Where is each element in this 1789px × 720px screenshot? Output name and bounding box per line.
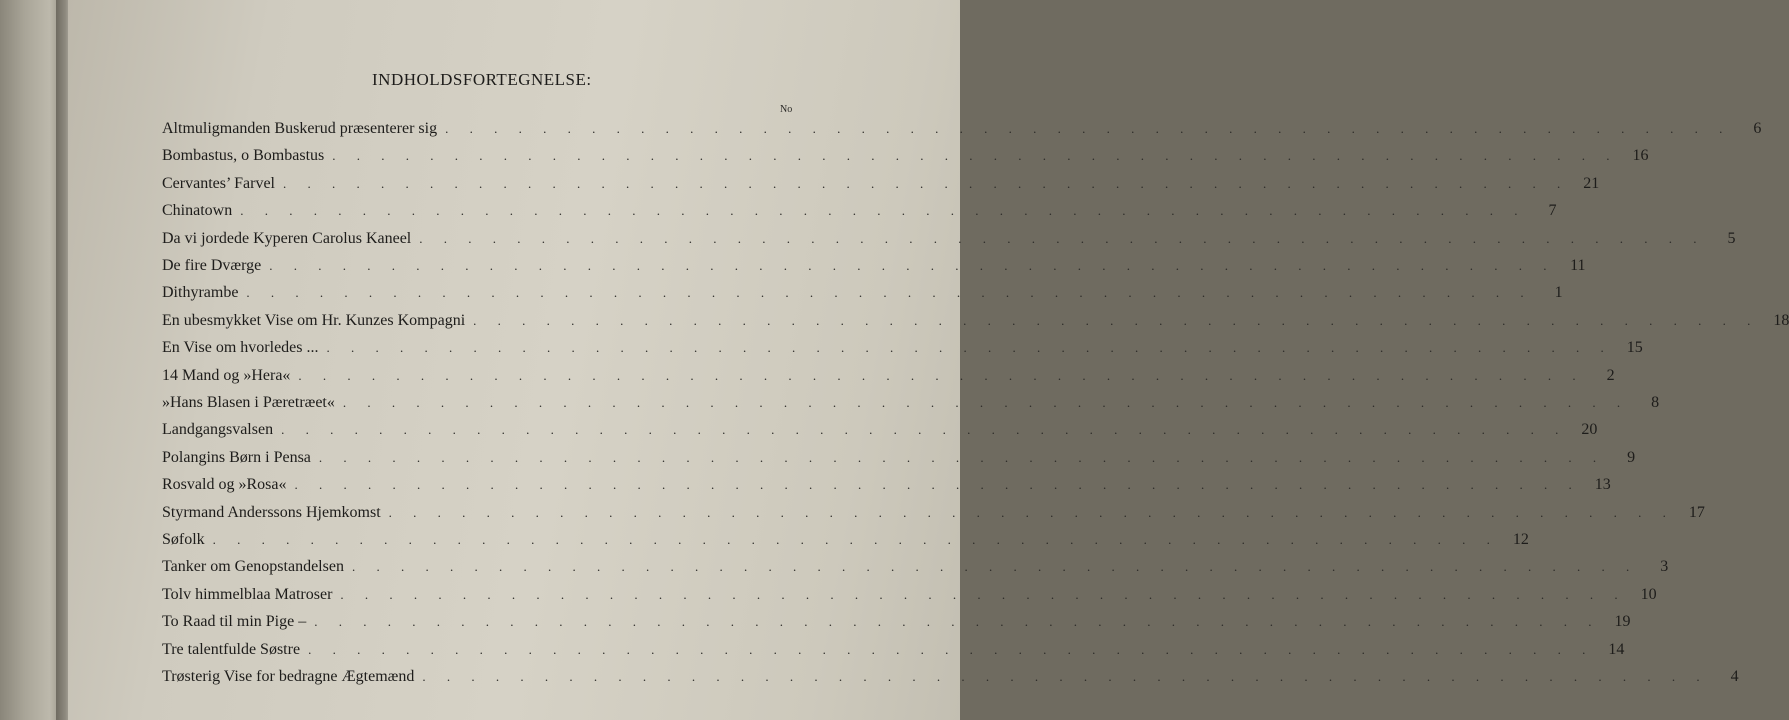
toc-entry <box>162 613 1631 635</box>
entry-title: Tre talentfulde Søstre <box>162 640 301 658</box>
entry-title: Trøsterig Vise for bedragne Ægtemænd <box>162 668 415 685</box>
entry-number: 3 <box>1660 558 1669 576</box>
toc-entry <box>162 668 1739 690</box>
dot-leader: . . . . . . . . . . . . . . . . . . . . . . . . . . . . . . . . . . . . . . . . . . . . . . . . . . . . . <box>326 340 1613 356</box>
toc-entry <box>162 147 1649 169</box>
entry-number: 10 <box>1640 585 1657 603</box>
dot-leader: . . . . . . . . . . . . . . . . . . . . . . . . . . . . . . . . . . . . . . . . . . . . . . . . . . . . . <box>445 121 1732 136</box>
entry-title: Landgangsvalsen <box>162 421 274 439</box>
entry-title: Chinatown <box>162 202 233 220</box>
entry-title: Dithyrambe <box>162 284 239 302</box>
entry-number: 18 <box>1773 311 1789 329</box>
entry-number: 20 <box>1581 421 1598 439</box>
toc-entry <box>162 174 1600 197</box>
entry-number: 14 <box>1608 640 1625 658</box>
toc-entry <box>162 257 1586 279</box>
entry-number: 4 <box>1730 668 1739 685</box>
entry-number: 6 <box>1753 120 1762 137</box>
toc-entry <box>162 531 1529 553</box>
toc-entry <box>162 585 1657 608</box>
entry-number: 2 <box>1606 366 1615 384</box>
entry-number: 12 <box>1512 531 1529 548</box>
dot-leader: . . . . . . . . . . . . . . . . . . . . . . . . . . . . . . . . . . . . . . . . . . . . . . . . . . . . . <box>294 477 1581 493</box>
column-label-no: No <box>780 104 793 115</box>
dot-leader: . . . . . . . . . . . . . . . . . . . . . . . . . . . . . . . . . . . . . . . . . . . . . . . . . . . . . <box>419 230 1706 246</box>
toc-entry <box>162 120 1762 142</box>
entry-number: 19 <box>1614 613 1631 631</box>
dot-leader: . . . . . . . . . . . . . . . . . . . . . . . . . . . . . . . . . . . . . . . . . . . . . . . . . . . . . <box>340 586 1627 602</box>
dot-leader: . . . . . . . . . . . . . . . . . . . . . . . . . . . . . . . . . . . . . . . . . . . . . . . . . . . . . <box>308 641 1595 657</box>
dot-leader: . . . . . . . . . . . . . . . . . . . . . . . . . . . . . . . . . . . . . . . . . . . . . . . . . . . . . <box>269 258 1556 273</box>
entry-title: De fire Dværge <box>162 257 262 274</box>
entry-title: To Raad til min Pige – <box>162 613 307 631</box>
entry-number: 1 <box>1554 284 1563 302</box>
entry-title: Bombastus, o Bombastus <box>162 147 325 165</box>
dot-leader: . . . . . . . . . . . . . . . . . . . . . . . . . . . . . . . . . . . . . . . . . . . . . . . . . . . . . <box>283 175 1570 191</box>
toc-entry <box>162 339 1643 361</box>
entry-title: Polangins Børn i Pensa <box>162 448 311 466</box>
toc-entry <box>162 640 1625 663</box>
entry-number: 13 <box>1594 476 1611 494</box>
dot-leader: . . . . . . . . . . . . . . . . . . . . . . . . . . . . . . . . . . . . . . . . . . . . . . . . . . . . . <box>240 203 1527 219</box>
dot-leader: . . . . . . . . . . . . . . . . . . . . . . . . . . . . . . . . . . . . . . . . . . . . . . . . . . . . . <box>422 669 1709 684</box>
toc-entry <box>162 421 1598 443</box>
dot-leader: . . . . . . . . . . . . . . . . . . . . . . . . . . . . . . . . . . . . . . . . . . . . . . . . . . . . . <box>473 312 1760 328</box>
entry-title: Da vi jordede Kyperen Carolus Kaneel <box>162 229 412 247</box>
dot-leader: . . . . . . . . . . . . . . . . . . . . . . . . . . . . . . . . . . . . . . . . . . . . . . . . . . . . . <box>388 504 1675 520</box>
dot-leader: . . . . . . . . . . . . . . . . . . . . . . . . . . . . . . . . . . . . . . . . . . . . . . . . . . . . . <box>298 367 1585 383</box>
entry-title: Altmuligmanden Buskerud præsenterer sig <box>162 120 438 137</box>
entry-title: Cervantes’ Farvel <box>162 174 275 192</box>
entry-title: Styrmand Anderssons Hjemkomst <box>162 503 381 521</box>
entry-number: 8 <box>1651 394 1660 411</box>
entry-title: Tanker om Genopstandelsen <box>162 558 344 576</box>
toc-entry <box>162 284 1563 306</box>
entry-number: 7 <box>1548 202 1557 220</box>
dot-leader: . . . . . . . . . . . . . . . . . . . . . . . . . . . . . . . . . . . . . . . . . . . . . . . . . . . . . <box>246 285 1533 301</box>
page-title: INDHOLDSFORTEGNELSE: <box>372 70 592 89</box>
entry-number: 21 <box>1583 174 1600 192</box>
toc-entry <box>162 394 1660 416</box>
toc-entry <box>162 503 1705 526</box>
toc-entry <box>162 229 1736 252</box>
toc-entry <box>162 558 1669 580</box>
entry-number: 9 <box>1627 448 1636 466</box>
entry-title: 14 Mand og »Hera« <box>162 366 291 384</box>
entry-title: Tolv himmelblaa Matroser <box>162 585 333 603</box>
entry-number: 5 <box>1727 229 1736 247</box>
entry-number: 15 <box>1626 339 1643 357</box>
toc-entry <box>162 448 1636 471</box>
toc-entry <box>162 202 1557 224</box>
toc-entry <box>162 311 1789 334</box>
dot-leader: . . . . . . . . . . . . . . . . . . . . . . . . . . . . . . . . . . . . . . . . . . . . . . . . . . . . . <box>314 614 1601 630</box>
entry-title: En Vise om hvorledes ... <box>162 339 319 357</box>
entry-number: 17 <box>1688 503 1705 521</box>
toc-entry <box>162 366 1615 389</box>
entry-number: 11 <box>1570 257 1586 274</box>
dot-leader: . . . . . . . . . . . . . . . . . . . . . . . . . . . . . . . . . . . . . . . . . . . . . . . . . . . . . <box>332 148 1619 164</box>
dot-leader: . . . . . . . . . . . . . . . . . . . . . . . . . . . . . . . . . . . . . . . . . . . . . . . . . . . . . <box>212 532 1499 547</box>
entry-title: En ubesmykket Vise om Hr. Kunzes Kompagni <box>162 311 466 329</box>
entry-title: »Hans Blasen i Pæretræet« <box>162 394 335 411</box>
entry-title: Rosvald og »Rosa« <box>162 476 287 494</box>
entry-number: 16 <box>1632 147 1649 165</box>
dot-leader: . . . . . . . . . . . . . . . . . . . . . . . . . . . . . . . . . . . . . . . . . . . . . . . . . . . . . <box>318 449 1606 465</box>
dot-leader: . . . . . . . . . . . . . . . . . . . . . . . . . . . . . . . . . . . . . . . . . . . . . . . . . . . . . <box>351 559 1639 575</box>
dot-leader: . . . . . . . . . . . . . . . . . . . . . . . . . . . . . . . . . . . . . . . . . . . . . . . . . . . . . <box>342 395 1630 410</box>
entry-title: Søfolk <box>162 531 205 548</box>
dot-leader: . . . . . . . . . . . . . . . . . . . . . . . . . . . . . . . . . . . . . . . . . . . . . . . . . . . . . <box>281 422 1568 438</box>
toc-entry <box>162 476 1611 498</box>
